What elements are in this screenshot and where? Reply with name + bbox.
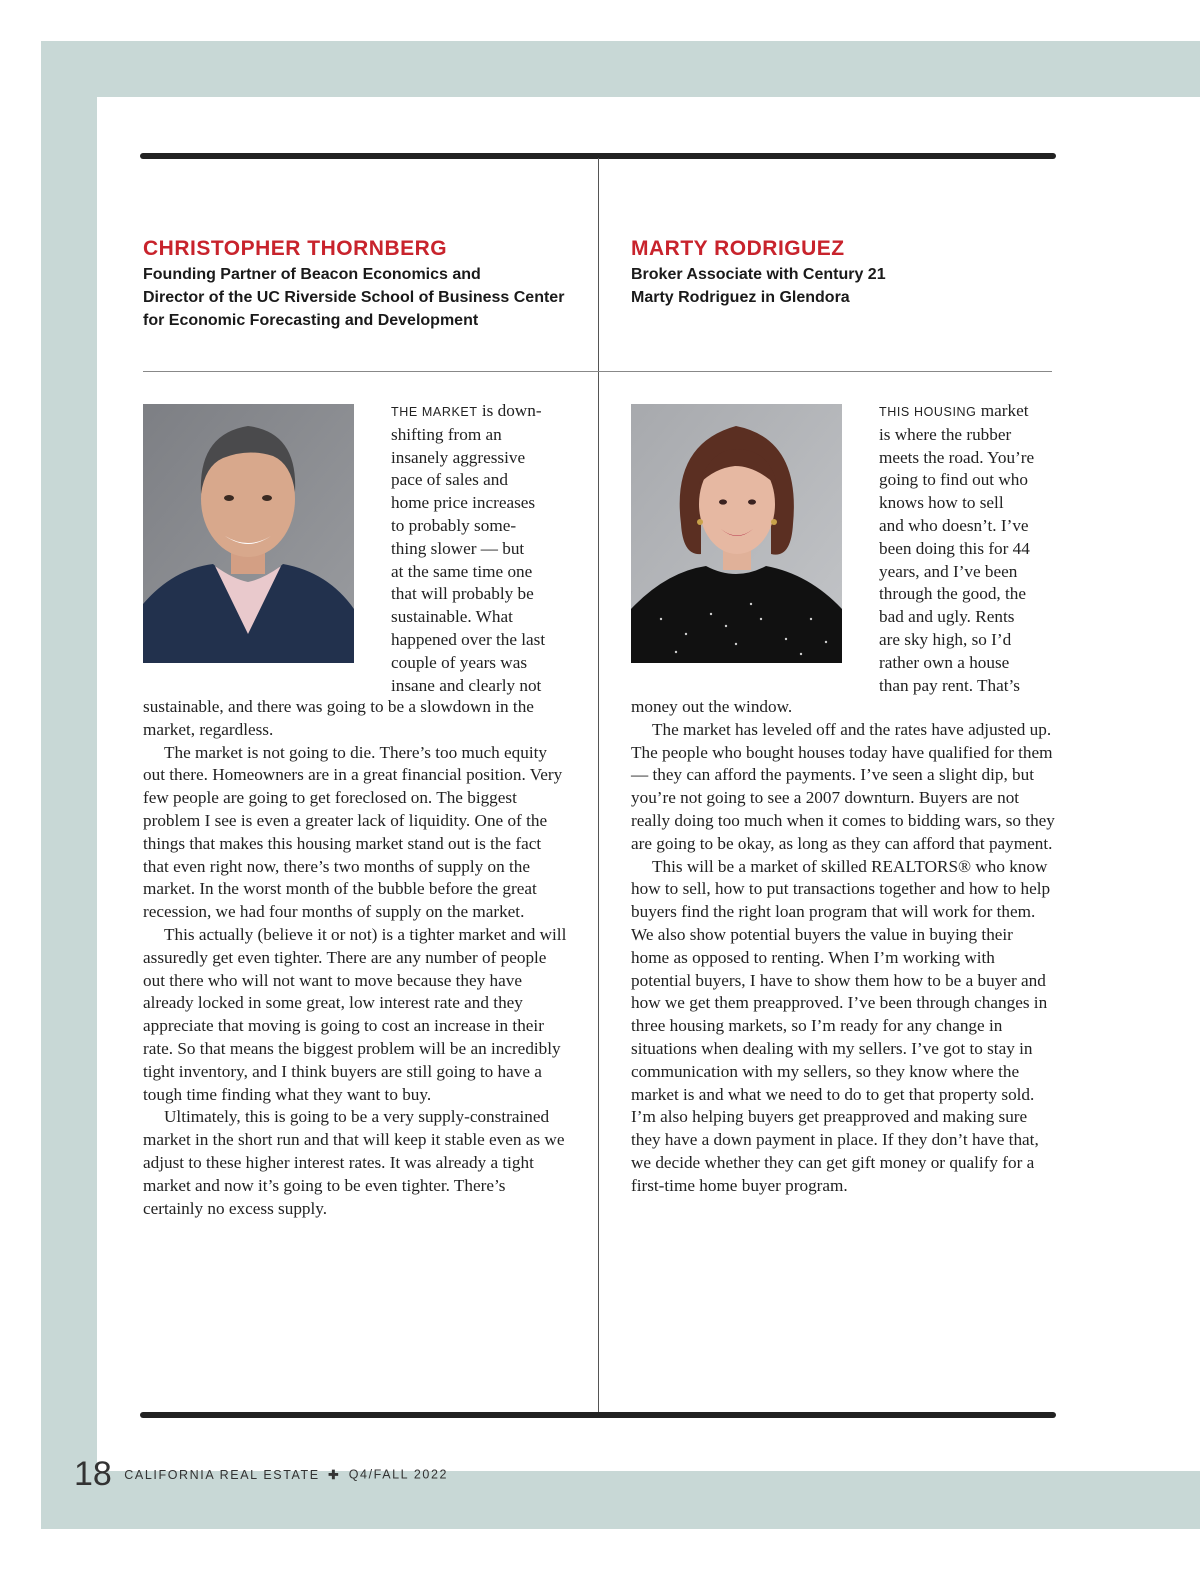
left-lead-line: home price increases	[391, 493, 536, 513]
right-lead-line: than pay rent. That’s	[879, 675, 1020, 695]
right-lead-line: meets the road. You’re	[879, 447, 1035, 467]
right-author-photo	[631, 404, 842, 663]
left-paragraph: This actually (believe it or not) is a tighter market and will assuredly get even tighter. There are any number of people out there who will not want to move because they have already locked in some great, low interest rate and they appreciate that moving is going to cost an increase in their rate. So that means the biggest problem will be an incredibly tight inventory, and I think buyers are still going to have a tough time finding what they want to buy.	[143, 924, 567, 1104]
left-lead-line: insanely aggressive	[391, 447, 526, 467]
right-lead-line: is where the rubber	[879, 424, 1012, 444]
header-rule	[143, 371, 1052, 372]
right-title-line: Broker Associate with Century 21	[631, 266, 886, 283]
right-lead-line: through the good, the	[879, 584, 1027, 604]
right-lead-line: rather own a house	[879, 652, 1010, 672]
left-lead-line: is down-	[477, 401, 542, 420]
left-title-line: for Economic Forecasting and Development	[143, 312, 479, 329]
right-title-line: Marty Rodriguez in Glendora	[631, 289, 850, 306]
right-lead-line: going to find out who	[879, 470, 1028, 490]
page-number: 18	[74, 1455, 112, 1493]
left-lead-line: pace of sales and	[391, 470, 508, 490]
left-author-name: CHRISTOPHER THORNBERG	[143, 237, 448, 260]
right-lead-line: knows how to sell	[879, 493, 1004, 513]
left-title-line: Director of the UC Riverside School of Business Center	[143, 289, 565, 306]
left-lead-text	[391, 400, 545, 697]
right-article-body	[631, 696, 1055, 1198]
right-paragraph: This will be a market of skilled REALTORS® who know how to sell, how to put transactions together and how to help buyers find the right loan program that will work for them. We also show potential buyers the value in buying their home as opposed to renting. When I’m working with potential buyers, I have to show them how to be a buyer and how we get them preapproved. I’ve been through changes in three housing markets, so I’m ready for any change in situations when dealing with my sellers. I’ve got to stay in communication with my sellers, so they know where the market is and what we need to do to get that property sold. I’m also helping buyers get preapproved and making sure they have a down payment in place. If they don’t have that, we decide whether they can get gift money or qualify for a first-time home buyer program.	[631, 856, 1051, 1195]
left-paragraph: The market is not going to die. There’s too much equity out there. Homeowners are in a great financial position. Very few people are going to get foreclosed on. The biggest problem I see is even a greater lack of liquidity. One of the things that makes this housing market stand out is the fact that even right now, there’s two months of supply on the market. In the worst month of the bubble before the great recession, we had four months of supply on the market.	[143, 742, 563, 922]
left-lead-line: insane and clearly not	[391, 675, 542, 695]
right-author-title	[631, 263, 886, 309]
publication-name: CALIFORNIA REAL ESTATE	[124, 1467, 320, 1482]
left-lead-line: sustainable. What	[391, 607, 513, 627]
left-article-body	[143, 696, 567, 1220]
column-divider	[598, 158, 599, 1413]
bottom-rule	[140, 1412, 1056, 1418]
left-lead-caps: THE MARKET	[391, 405, 478, 419]
right-paragraph: money out the window.	[631, 697, 793, 716]
left-lead-line: at the same time one	[391, 561, 533, 581]
right-lead-line: been doing this for 44	[879, 538, 1030, 558]
left-author-photo	[143, 404, 354, 663]
right-author-name: MARTY RODRIGUEZ	[631, 237, 845, 260]
left-lead-line: that will probably be	[391, 584, 534, 604]
left-title-line: Founding Partner of Beacon Economics and	[143, 266, 481, 283]
left-paragraph: Ultimately, this is going to be a very supply-constrained market in the short run and that will keep it stable even as we adjust to these higher interest rates. It was already a tight market and now it’s going to be even tighter. There’s certainly no excess supply.	[143, 1107, 565, 1218]
left-lead-line: happened over the last	[391, 629, 546, 649]
right-lead-line: and who doesn’t. I’ve	[879, 515, 1029, 535]
page-footer	[74, 1455, 448, 1494]
right-lead-line: years, and I’ve been	[879, 561, 1018, 581]
issue-label: Q4/FALL 2022	[348, 1467, 449, 1482]
left-author-title	[143, 263, 564, 332]
left-lead-line: to probably some-	[391, 515, 517, 535]
plus-separator-icon: ✚	[328, 1468, 341, 1482]
right-lead-line: are sky high, so I’d	[879, 629, 1012, 649]
left-lead-line: shifting from an	[391, 424, 502, 444]
left-lead-line: couple of years was	[391, 652, 528, 672]
left-lead-line: thing slower — but	[391, 538, 525, 558]
right-lead-caps: THIS HOUSING	[879, 405, 977, 419]
right-lead-text	[879, 400, 1034, 697]
right-paragraph: The market has leveled off and the rates have adjusted up. The people who bought houses today have qualified for them — they can afford the payments. I’ve seen a slight dip, but you’re not going to see a 2007 downturn. Buyers are not really doing too much when it comes to bidding wars, so they are going to be okay, as long as they can afford that payment.	[631, 719, 1055, 853]
right-lead-line: market	[976, 401, 1029, 420]
right-lead-line: bad and ugly. Rents	[879, 607, 1015, 627]
left-paragraph: sustainable, and there was going to be a slowdown in the market, regardless.	[143, 697, 534, 739]
